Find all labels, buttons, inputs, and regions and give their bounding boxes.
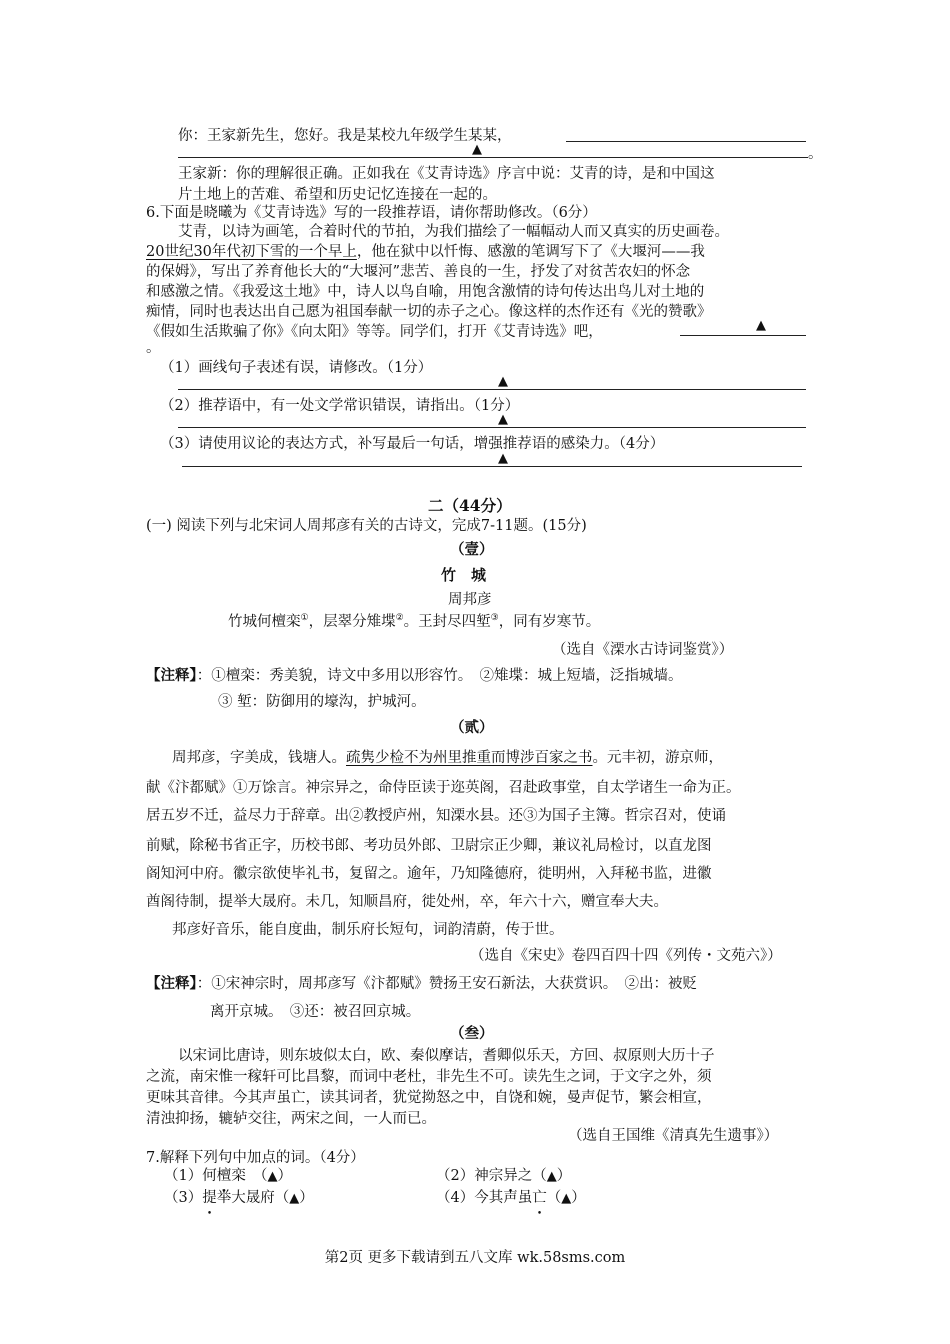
answer-triangle-icon: ▲	[289, 1191, 300, 1206]
prose-line: 更味其音律。今其声虽亡，读其词者，犹觉拗怒之中，自饶和婉，曼声促节，繁会相宣，	[146, 1090, 712, 1106]
page-footer: 第2页 更多下载请到五八文库 wk.58sms.com	[324, 1250, 626, 1266]
poem-text: 竹城何檀栾①，层翠分雉堞②。王封尽四堑③，同有岁寒节。	[228, 613, 601, 630]
underlined-sentence: 20世纪30年代初下雪的一个早上	[146, 244, 357, 260]
answer-blank[interactable]	[566, 141, 806, 142]
prose-line: 之流，南宋惟一稼轩可比昌黎，而词中老杜，非先生不可。读先生之词，于文字之外，须	[146, 1069, 712, 1085]
prose-line: 周邦彦，字美成，钱塘人。疏隽少检不为州里推重而博涉百家之书。元丰初，游京师，	[172, 750, 723, 766]
answer-blank[interactable]	[178, 389, 806, 390]
q7-item-1: （1）何檀栾 （▲）	[164, 1168, 292, 1184]
period: 。	[808, 146, 823, 162]
source: （选自《宋史》卷四百四十四《列传・文苑六》）	[470, 948, 782, 964]
q7-item-2: （2）神宗异之（▲）	[436, 1168, 572, 1184]
annotation: ③ 堑：防御用的壕沟，护城河。	[218, 694, 426, 710]
prose-line: 以宋词比唐诗，则东坡似太白，欧、秦似摩诘，耆卿似乐天，方回、叔原则大历十子	[178, 1048, 715, 1064]
q6-paragraph: 《假如生活欺骗了你》《向太阳》等等。同学们，打开《艾青诗选》吧，	[146, 324, 603, 340]
annotation: 【注释】：①檀栾：秀美貌，诗文中多用以形容竹。 ②雉堞：城上短墙，泛指城墙。	[146, 667, 683, 684]
source: （选自《溧水古诗词鉴赏》）	[552, 642, 734, 658]
period: 。	[146, 340, 161, 356]
answer-triangle-icon: ▲	[498, 374, 508, 389]
answer-triangle-icon: ▲	[472, 142, 482, 157]
answer-blank[interactable]	[178, 427, 806, 428]
part-label: （叁）	[450, 1025, 494, 1042]
q6-sub3: （3）请使用议论的表达方式，补写最后一句话，增强推荐语的感染力。（4分）	[160, 436, 665, 452]
prose-line: 献《汴都赋》①万馀言。神宗异之，命侍臣读于迩英阁，召赴政事堂，自太学诸生一命为正。	[146, 780, 741, 796]
prose-line: 居五岁不迁，益尽力于辞章。出②教授庐州，知溧水县。还③为国子主簿。哲宗召对，使诵	[146, 808, 726, 824]
section-intro: (一) 阅读下列与北宋词人周邦彦有关的古诗文，完成7-11题。(15分)	[146, 518, 587, 534]
source: （选自王国维《清真先生遗事》）	[568, 1128, 779, 1144]
annotation: 离开京城。 ③还：被召回京城。	[210, 1004, 421, 1020]
q6-paragraph: 痴情，同时也表达出自己愿为祖国奉献一切的赤子之心。像这样的杰作还有《光的赞歌》	[146, 304, 712, 320]
q6-sub1: （1）画线句子表述有误，请修改。（1分）	[160, 360, 433, 376]
underlined-sentence: 疏隽少检不为州里推重而博涉百家之书	[346, 750, 593, 766]
q6-paragraph: 和感激之情。《我爱这土地》中，诗人以鸟自喻，用饱含激情的诗句传达出鸟儿对土地的	[146, 284, 705, 300]
part-label: （壹）	[450, 541, 494, 558]
q6-paragraph: 20世纪30年代初下雪的一个早上，他在狱中以忏悔、感激的笔调写下了《大堰河——我	[146, 244, 705, 260]
section-heading: 二（44分）	[428, 496, 512, 515]
q6-sub2: （2）推荐语中，有一处文学常识错误，请指出。（1分）	[160, 398, 520, 414]
prose-line: 邦彦好音乐，能自度曲，制乐府长短句，词韵清蔚，传于世。	[172, 922, 564, 938]
answer-triangle-icon: ▲	[498, 412, 508, 427]
q5-reply: 片土地上的苦难、希望和历史记忆连接在一起的。	[178, 187, 497, 203]
poem-title: 竹 城	[441, 566, 487, 584]
answer-blank[interactable]	[178, 157, 808, 158]
prose-line: 清浊抑扬，辘轳交往，两宋之间，一人而已。	[146, 1111, 436, 1127]
answer-blank[interactable]	[680, 335, 806, 336]
part-label: （贰）	[450, 719, 494, 736]
q5-reply: 王家新：你的理解很正确。正如我在《艾青诗选》序言中说：艾青的诗，是和中国这	[178, 166, 715, 182]
answer-triangle-icon: ▲	[546, 1169, 557, 1184]
answer-triangle-icon: ▲	[756, 318, 766, 333]
annotation: 【注释】：①宋神宗时，周邦彦写《汴都赋》赞扬王安石新法，大获赏识。 ②出：被贬	[146, 975, 697, 992]
prose-line: 阁知河中府。徽宗欲使毕礼书，复留之。逾年，乃知隆德府，徙明州，入拜秘书监，进徽	[146, 866, 712, 882]
q6-title: 6.下面是晓曦为《艾青诗选》写的一段推荐语，请你帮助修改。（6分）	[146, 205, 597, 221]
poem-author: 周邦彦	[448, 592, 492, 608]
answer-triangle-icon: ▲	[267, 1169, 278, 1184]
answer-blank[interactable]	[182, 466, 802, 467]
prose-line: 酋阁待制，提举大晟府。未几，知顺昌府，徙处州，卒，年六十六，赠宣奉大夫。	[146, 894, 668, 910]
q7-title: 7.解释下列句中加点的词。（4分）	[146, 1150, 365, 1166]
prose-line: 前赋，除秘书省正字，历校书郎、考功员外郎、卫尉宗正少卿，兼议礼局检讨，以直龙图	[146, 838, 712, 854]
answer-triangle-icon: ▲	[561, 1191, 572, 1206]
q5-line1: 你：王家新先生，您好。我是某校九年级学生某某，	[178, 128, 512, 144]
q6-paragraph: 艾青，以诗为画笔，合着时代的节拍，为我们描绘了一幅幅动人而又真实的历史画卷。	[178, 224, 729, 240]
answer-triangle-icon: ▲	[498, 451, 508, 466]
q7-item-4: （4）今其声虽亡（▲）	[436, 1190, 586, 1206]
q7-item-3: （3）提举大晟府（▲）	[164, 1190, 314, 1206]
q6-paragraph: 的保姆》，写出了养育他长大的“大堰河”悲苦、善良的一生，抒发了对贫苦农妇的怀念	[146, 264, 691, 280]
